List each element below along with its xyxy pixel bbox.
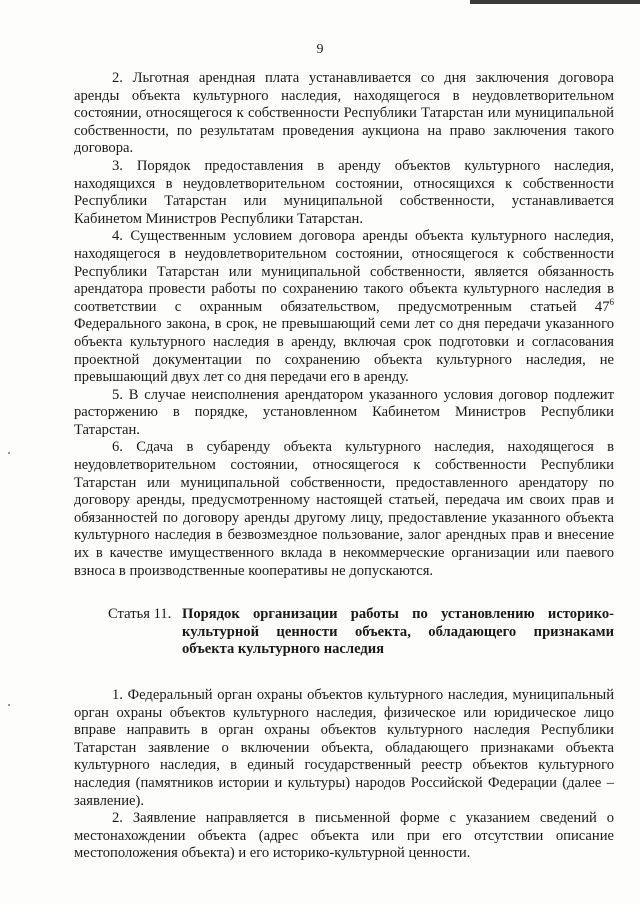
article-title: Порядок организации работы по установлению историко-культурной ценности объекта, обладающего признаками объекта культурного наследия [182,606,614,658]
paragraph-4 [74,228,614,386]
article-paragraph-2: 2. Заявление направляется в письменной форме с указанием сведений о местонахождении объекта (адрес объекта или при его отсутствии описание местоположения объекта) и его историко-культурной ценности. [74,810,614,862]
scan-edge-rule [470,0,640,4]
paragraph-5: 5. В случае неисполнения арендатором указанного условия договор подлежит расторжению в порядке, установленном Кабинетом Министров Республики Татарстан. [74,386,614,438]
scan-speck [8,704,10,706]
document-body [74,70,614,863]
scan-speck [8,452,10,454]
paragraph-3: 3. Порядок предоставления в аренду объектов культурного наследия, находящихся в неудовлетворительном состоянии, относящихся к собственности Республики Татарстан или муниципальной собственности, устанавливается Кабинетом Министров Республики Татарстан. [74,157,614,227]
article-superscript: 6 [609,296,614,307]
paragraph-6: 6. Сдача в субаренду объекта культурного наследия, находящегося в неудовлетворительном состоянии, относящегося к собственности Республики Татарстан или муниципальной собственности, предоставленного арендатору по договору аренды, предусмотренному настоящей статьей, передача им своих прав и обязанностей по договору аренды другому лицу, предоставление указанного объекта культурного наследия в безвозмездное пользование, залог арендных прав и внесение их в качестве имущественного вклада в некоммерческие организации или паевого взноса в производственные кооперативы не допускаются. [74,439,614,579]
article-label: Статья 11. [108,606,172,623]
article-paragraph-1: 1. Федеральный орган охраны объектов культурного наследия, муниципальный орган охраны объектов культурного наследия, физическое или юридическое лицо вправе направить в орган охраны объектов культурного наследия Республики Татарстан заявление о включении объекта, обладающего признаками объекта культурного наследия, в единый государственный реестр объектов культурного наследия (памятников истории и культуры) народов Российской Федерации (далее – заявление). [74,687,614,809]
page-number: 9 [316,42,324,57]
paragraph-2: 2. Льготная арендная плата устанавливается со дня заключения договора аренды объекта культурного наследия, находящегося в неудовлетворительном состоянии, относящегося к собственности Республики Татарстан или муниципальной собственности, по результатам проведения аукциона на право заключения такого договора. [74,70,614,157]
paragraph-4-continuation: Федерального закона, в срок, не превышающий семи лет со дня передачи указанного объекта культурного наследия в аренду, включая срок подготовки и согласования проектной документации по сохранению объекта культурного наследия, не превышающий двух лет со дня передачи его в аренду. [74,316,614,386]
article-heading [74,606,614,659]
paragraph-4-text: 4. Существенным условием договора аренды объекта культурного наследия, находящегося в неудовлетворительном состоянии, относящегося к собственности Республики Татарстан или муниципальной собственности, является обязанность арендатора провести работы по сохранению такого объекта культурного наследия в соответствии с охранным обязательством, предусмотренным статьей 47 [74,228,614,315]
